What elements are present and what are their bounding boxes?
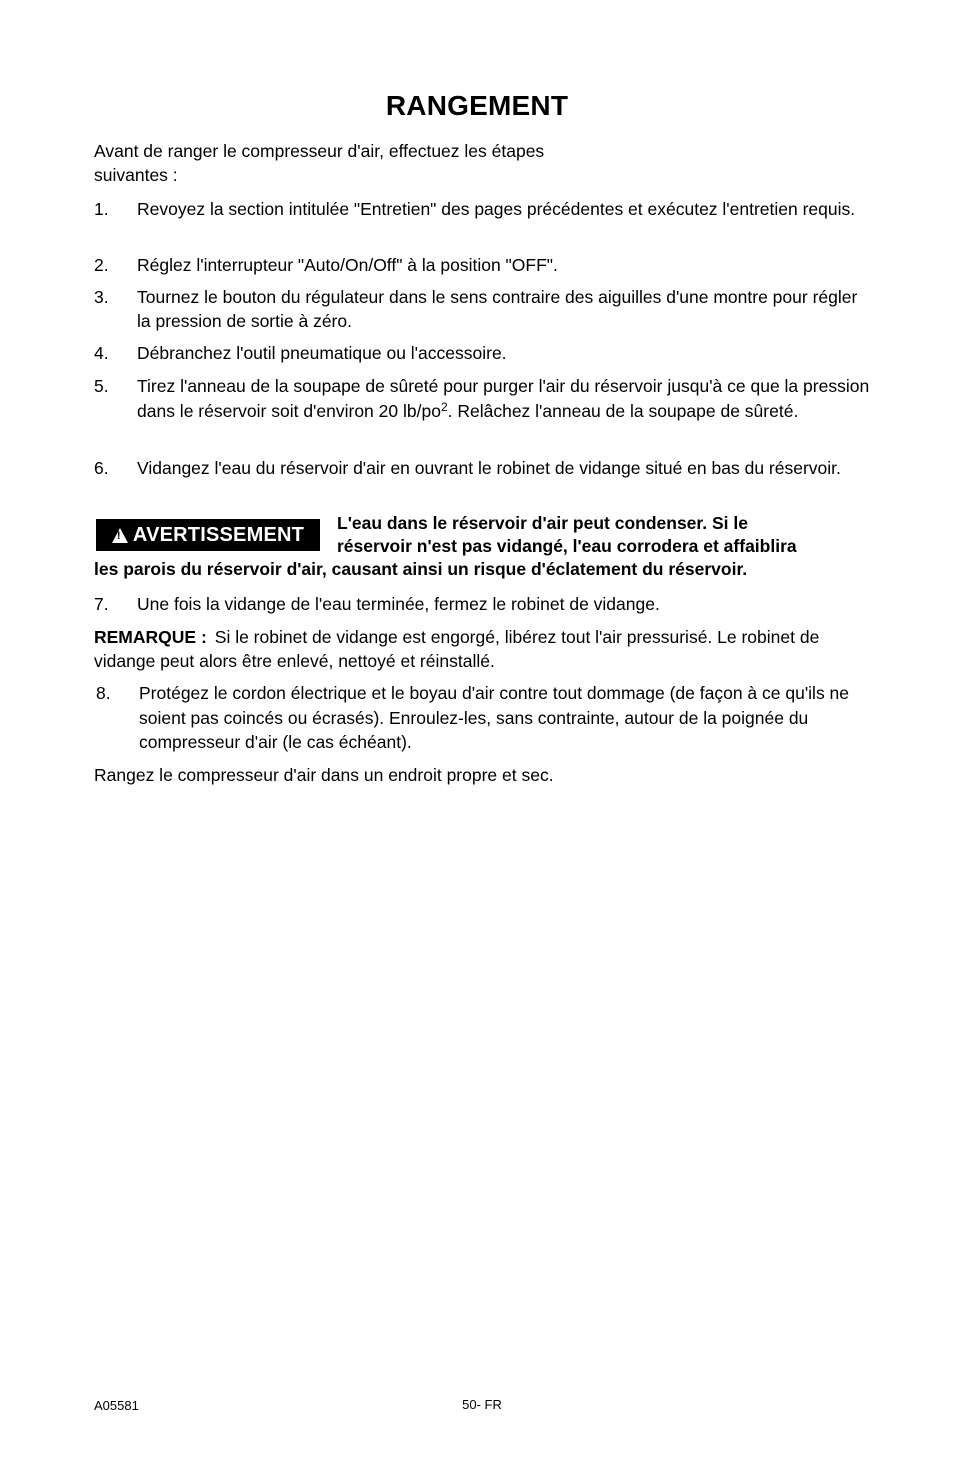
step-text: Protégez le cordon électrique et le boyau d'air contre tout dommage (de façon à ce qu'ils ne soient pas coincés ou écrasés). Enroulez-les, sans contrainte, autour de la poignée du compresseur d'air (le cas échéant).: [139, 683, 850, 752]
step-text: Revoyez la section intitulée "Entretien" des pages précédentes et exécutez l'entretien requis.: [137, 199, 856, 219]
intro-line-2: suivantes :: [94, 165, 178, 185]
list-item: [94, 341, 874, 365]
list-item: [94, 456, 874, 480]
list-item: [94, 285, 874, 333]
intro-paragraph: [94, 139, 614, 187]
list-item: [94, 681, 874, 755]
warning-line-1: L'eau dans le réservoir d'air peut condenser. Si le: [337, 513, 748, 533]
page-number: 50- FR: [462, 1397, 502, 1412]
step-number: 1.: [94, 199, 109, 219]
step-number: 8.: [96, 683, 111, 703]
step-text: Une fois la vidange de l'eau terminée, fermez le robinet de vidange.: [137, 594, 660, 614]
step-number: 4.: [94, 343, 109, 363]
step-text: Réglez l'interrupteur "Auto/On/Off" à la position "OFF".: [137, 255, 558, 275]
closing-paragraph: Rangez le compresseur d'air dans un endroit propre et sec.: [94, 765, 554, 785]
list-item: [94, 253, 874, 277]
step-text-part-a: Tirez l'anneau de la soupape de sûreté pour purger l'air du réservoir jusqu'à ce que la pression dans le réservoir soit d'environ 20 lb/po: [137, 376, 870, 421]
step-number: 6.: [94, 458, 109, 478]
superscript-2: 2: [440, 400, 448, 414]
page-title: RANGEMENT: [385, 90, 569, 121]
intro-line-1: Avant de ranger le compresseur d'air, effectuez les étapes: [94, 141, 545, 161]
step-number: 7.: [94, 594, 109, 614]
note-label: REMARQUE :: [94, 627, 207, 647]
list-item: [94, 592, 874, 616]
step-text-part-b: . Relâchez l'anneau de la soupape de sûreté.: [447, 401, 799, 421]
step-text: Débranchez l'outil pneumatique ou l'accessoire.: [137, 343, 507, 363]
step-number: 5.: [94, 376, 109, 396]
step-text: [137, 374, 874, 424]
step-text: Tournez le bouton du régulateur dans le sens contraire des aiguilles d'une montre pour régler la pression de sortie à zéro.: [137, 287, 858, 331]
warning-text: [94, 512, 864, 581]
list-item: [94, 197, 874, 221]
note-text: Si le robinet de vidange est engorgé, libérez tout l'air pressurisé. Le robinet de vidange peut alors être enlevé, nettoyé et réinstallé.: [94, 627, 820, 671]
step-text: Vidangez l'eau du réservoir d'air en ouvrant le robinet de vidange situé en bas du réservoir.: [137, 458, 841, 478]
step-number: 3.: [94, 287, 109, 307]
document-code: A05581: [94, 1398, 139, 1413]
step-number: 2.: [94, 255, 109, 275]
warning-line-3: les parois du réservoir d'air, causant ainsi un risque d'éclatement du réservoir.: [94, 559, 748, 579]
list-item: [94, 374, 874, 424]
note-paragraph: [94, 625, 864, 673]
warning-badge-label: AVERTISSEMENT: [132, 523, 305, 546]
warning-line-2: réservoir n'est pas vidangé, l'eau corrodera et affaiblira: [337, 536, 797, 556]
